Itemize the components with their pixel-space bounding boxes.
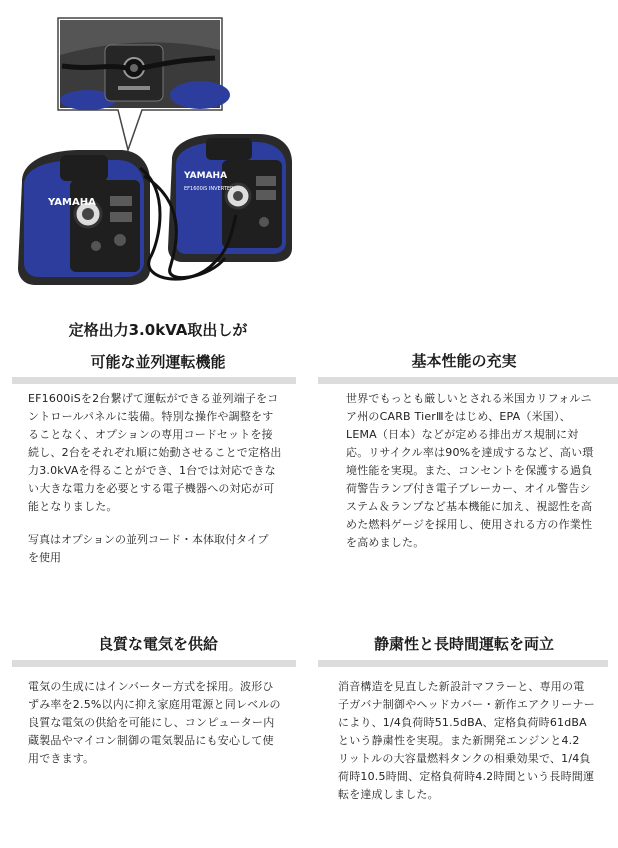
- body-line: 応。リサイクル率は90%を達成するなど、高い環: [346, 446, 594, 459]
- model-badge: EF1600iS INVERTER: [184, 186, 234, 192]
- body-line: 世界でもっとも厳しいとされる米国カリフォルニ: [346, 392, 592, 405]
- heading-line: 静粛性と長時間運転を両立: [373, 635, 554, 653]
- section-body-quality: [28, 678, 281, 768]
- section-body-parallel: [28, 390, 282, 516]
- section-heading-performance: [318, 345, 610, 377]
- body-line: 用できます。: [28, 752, 95, 765]
- body-line: 良質な電気の供給を可能にし、コンピューター内: [28, 716, 275, 729]
- body-line: を高めました。: [346, 536, 425, 549]
- body-line: LEMA（日本）などが定める排出ガス規制に対: [346, 428, 579, 441]
- body-line: 子ガバナ制御やヘッドカバー・新作エアクリーナー: [338, 698, 595, 711]
- body-line: 電気の生成にはインバーター方式を採用。波形ひ: [28, 680, 274, 693]
- body-line: 転を達成しました。: [338, 788, 439, 801]
- caption-line: を使用: [28, 551, 61, 564]
- photo-caption: [28, 531, 268, 567]
- section-divider: [318, 377, 618, 384]
- brand-logo-left: YAMAHA: [48, 197, 96, 208]
- section-body-quiet: [338, 678, 595, 804]
- body-line: 境性能を実現。また、コンセントを保護する過負: [346, 464, 593, 477]
- brand-logo-right: YAMAHA: [184, 171, 228, 181]
- section-divider: [12, 377, 296, 384]
- caption-line: 写真はオプションの並列コード・本体取付タイプ: [28, 533, 269, 546]
- body-line: ずみ率を2.5%以内に抑え家庭用電源と同レベルの: [28, 698, 281, 711]
- body-line: リットルの大容量燃料タンクの相乗効果で、1/4負: [338, 752, 591, 765]
- heading-line: 基本性能の充実: [411, 352, 517, 370]
- heading-line: 良質な電気を供給: [97, 635, 218, 653]
- product-illustration: [0, 0, 310, 300]
- body-line: ステム＆ランプなど基本機能に加え、視認性を高: [346, 500, 593, 513]
- section-divider: [12, 660, 296, 667]
- body-line: ントロールパネルに装備。特別な操作や調整をす: [28, 410, 274, 423]
- parallel-terminal-closeup: [58, 18, 230, 150]
- body-line: めた燃料ゲージを採用し、使用される方の作業性: [346, 518, 593, 531]
- generator-right: [168, 134, 292, 262]
- generator-left: [18, 150, 150, 285]
- section-body-performance: [346, 390, 594, 552]
- body-line: 消音構造を見直した新設計マフラーと、専用の電: [338, 680, 585, 693]
- body-line: という静粛性を実現。また新開発エンジンと4.2: [338, 734, 580, 747]
- body-line: 力3.0kVAを得ることができ、1台では対応できな: [28, 464, 276, 477]
- section-heading-quality: [14, 628, 302, 660]
- body-line: 荷時10.5時間、定格負荷時4.2時間という長時間運: [338, 770, 595, 783]
- section-heading-quiet: [318, 628, 610, 660]
- body-line: 荷警告ランプ付き電子ブレーカー、オイル警告シ: [346, 482, 591, 495]
- heading-line: 定格出力3.0kVA取出しが: [68, 321, 248, 339]
- body-line: い大きな電力を必要とする電子機器への対応が可: [28, 482, 275, 495]
- body-line: ア州のCARB TierⅢをはじめ、EPA（米国）、: [346, 410, 571, 423]
- section-divider: [318, 660, 608, 667]
- body-line: 蔵製品やマイコン制御の電気製品にも安心して使: [28, 734, 274, 747]
- body-line: により、1/4負荷時51.5dBA、定格負荷時61dBA: [338, 716, 587, 729]
- body-line: 能となりました。: [28, 500, 118, 513]
- heading-line: 可能な並列運転機能: [90, 353, 226, 371]
- body-line: 続し、2台をそれぞれ順に始動させることで定格出: [28, 446, 282, 459]
- body-line: ることなく、オプションの専用コードセットを接: [28, 428, 273, 441]
- section-heading-parallel: [14, 314, 302, 378]
- body-line: EF1600iSを2台繋げて運転ができる並列端子をコ: [28, 392, 279, 405]
